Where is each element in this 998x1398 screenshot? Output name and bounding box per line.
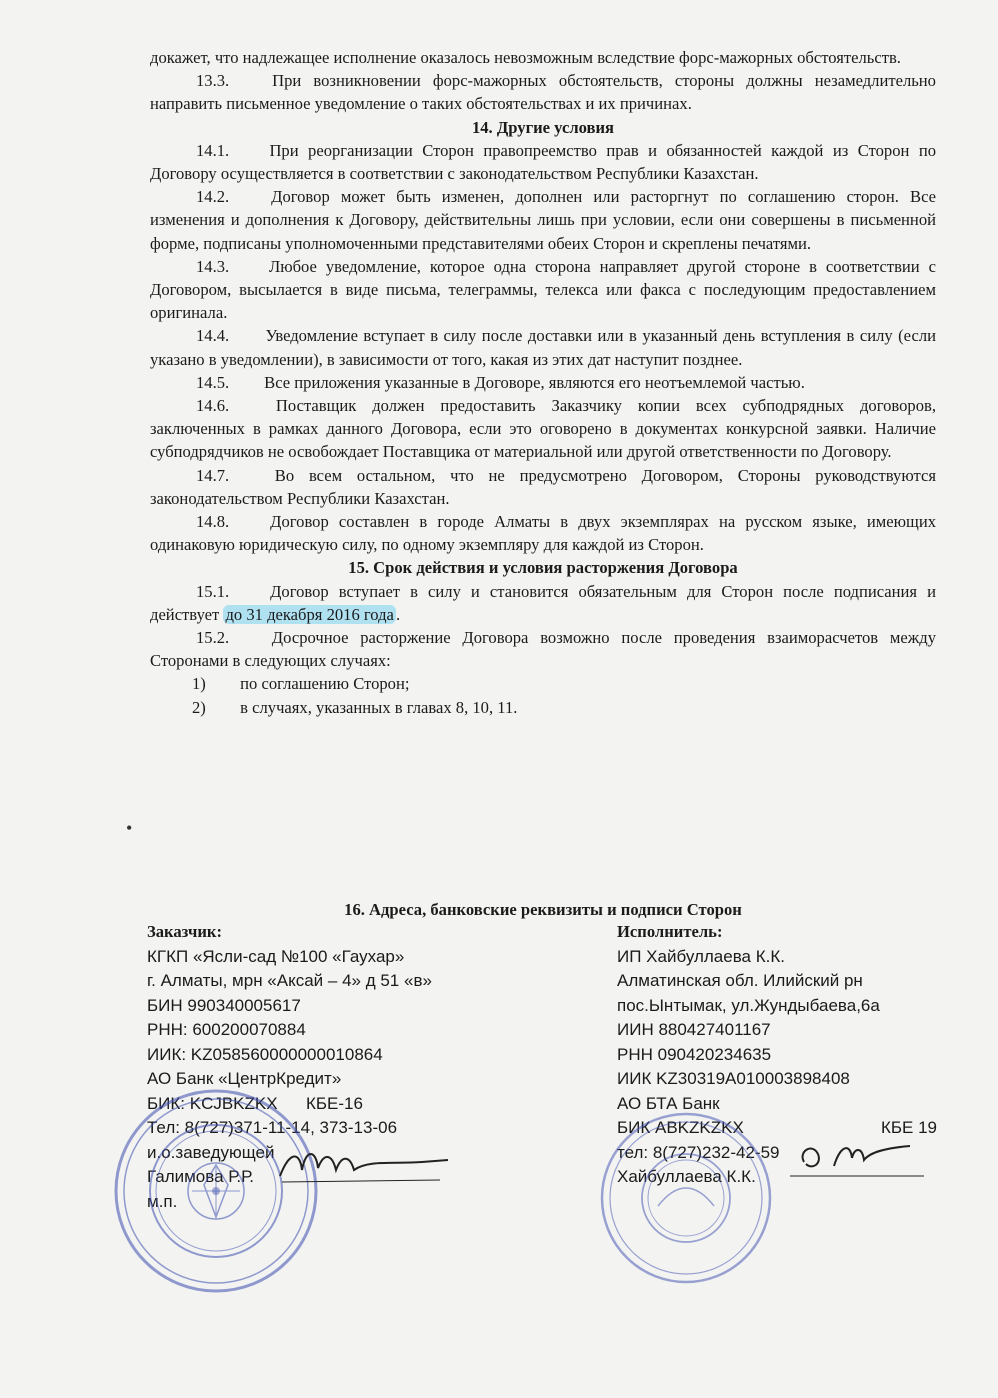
clause-14-3	[150, 255, 936, 325]
clause-number: 14.3.	[196, 256, 230, 276]
list-text: в случаях, указанных в главах 8, 10, 11.	[240, 697, 518, 717]
section-15-title: 15. Срок действия и условия расторжения Договора	[348, 558, 738, 578]
contractor-bank: АО БТА Банк	[617, 1093, 720, 1113]
clause-14-5	[150, 371, 936, 394]
section-14-title: 14. Другие условия	[471, 117, 615, 137]
clause-number: 14.6.	[196, 396, 230, 416]
clause-number: 14.5.	[196, 372, 230, 392]
clause-text: Все приложения указанные в Договоре, являются его неотъемлемой частью.	[264, 372, 805, 392]
clause-14-4	[150, 324, 936, 370]
clause-number: 14.1.	[196, 140, 230, 160]
contractor-region: Алматинская обл. Илийский рн	[617, 971, 863, 990]
clause-text: Любое уведомление, которое одна сторона направляет другой стороне в соответствии с Договором, высылается в виде письма, телеграммы, телекса или факса с последующим предоставлением оригинала.	[150, 256, 936, 323]
list-item	[150, 696, 936, 719]
list-text: по соглашению Сторон;	[240, 674, 410, 694]
contractor-iik: ИИК KZ30319A010003898408	[617, 1069, 850, 1088]
customer-details	[147, 920, 487, 1214]
clause-number: 14.8.	[196, 512, 230, 532]
clause-text: Поставщик должен предоставить Заказчику копии всех субподрядных договоров, заключенных в рамках данного Договора, если это оговорено в документах конкурсной заявки. Наличие субподрядчиков не освобождает Поставщика от материальной или другой ответственности по Договору.	[150, 396, 936, 462]
section-16-title: 16. Адреса, банковские реквизиты и подписи Сторон	[344, 900, 742, 919]
clause-14-2	[150, 185, 936, 255]
contractor-name: ИП Хайбуллаева К.К.	[617, 946, 785, 966]
clause-text-end: .	[395, 604, 401, 624]
customer-bin: БИН 990340005617	[147, 995, 301, 1015]
customer-address: г. Алматы, мрн «Аксай – 4» д 51 «в»	[147, 971, 432, 990]
customer-kbe: КБЕ-16	[305, 1093, 363, 1113]
contractor-details	[617, 920, 937, 1190]
clause-number: 14.7.	[196, 465, 230, 485]
clause-15-1	[150, 580, 936, 626]
clause-number: 13.3.	[196, 71, 230, 91]
clause-number: 15.2.	[196, 628, 230, 648]
contractor-bik: БИК ABKZKZKX	[617, 1118, 744, 1137]
clause-text: При реорганизации Сторон правопреемство прав и обязанностей каждой из Сторон по Договору осуществляется в соответствии с законодательством Республики Казахстан.	[150, 140, 936, 184]
scan-speck: •	[126, 818, 133, 838]
highlighted-date: до 31 декабря 2016 года	[225, 604, 394, 624]
contractor-iin: ИИН 880427401167	[617, 1020, 771, 1039]
clause-text: Уведомление вступает в силу после доставки или в указанный день вступления в силу (если указано в уведомлении), в зависимости от того, какая из этих дат наступит позднее.	[150, 326, 936, 369]
contract-body	[150, 46, 936, 719]
customer-iik: ИИК: KZ058560000000010864	[147, 1044, 383, 1064]
clause-14-1	[150, 139, 936, 185]
customer-tel: Тел: 8(727)371-11-14, 373-13-06	[147, 1118, 398, 1137]
clause-number: 14.4.	[196, 326, 230, 346]
clause-number: 14.2.	[196, 187, 230, 207]
contractor-bik-row	[617, 1116, 937, 1141]
list-item	[150, 672, 936, 695]
contractor-heading: Исполнитель:	[617, 922, 723, 941]
contractor-signer: Хайбуллаева К.К.	[617, 1167, 756, 1186]
customer-mp: м.п.	[147, 1191, 178, 1211]
clause-text: Договор может быть изменен, дополнен или расторгнут по соглашению сторон. Все изменения и дополнения к Договору, действительны лишь при условии, если они совершены в письменной форме, подписаны уполномоченными представителями обеих Сторон и скреплены печатями.	[150, 187, 937, 253]
clause-text: Во всем остальном, что не предусмотрено Договором, Стороны руководствуются законодательством Республики Казахстан.	[150, 465, 936, 508]
carryover-paragraph: докажет, что надлежащее исполнение оказалось невозможным вследствие форс-мажорных обстоятельств.	[150, 48, 901, 67]
customer-position: и.о.заведующей	[147, 1142, 275, 1162]
customer-heading: Заказчик:	[147, 922, 223, 941]
clause-text: Договор вступает в силу и становится обязательным для Сторон после подписания и действует	[150, 581, 936, 624]
clause-text: Досрочное расторжение Договора возможно после проведения взаиморасчетов между Сторонами в следующих случаях:	[150, 628, 936, 671]
contractor-address: пос.Ынтымак, ул.Жундыбаева,6а	[617, 995, 880, 1015]
customer-signer: Галимова Р.Р.	[147, 1167, 254, 1186]
list-number: 2)	[192, 697, 206, 717]
contractor-tel: тел: 8(727)232-42-59	[617, 1142, 780, 1162]
clause-14-8	[150, 510, 936, 556]
contractor-rnn: РНН 090420234635	[617, 1044, 772, 1064]
customer-bik: БИК: KCJBKZKX	[147, 1093, 278, 1113]
clause-text: При возникновении форс-мажорных обстоятельств, стороны должны незамедлительно направить письменное уведомление о таких обстоятельствах и их причинах.	[150, 71, 936, 114]
list-number: 1)	[192, 674, 206, 694]
clause-number: 15.1.	[196, 581, 230, 601]
contractor-kbe: КБЕ 19	[880, 1118, 937, 1137]
customer-name: КГКП «Ясли-сад №100 «Гаухар»	[147, 946, 405, 966]
clause-15-2	[150, 626, 936, 672]
clause-14-7	[150, 464, 936, 510]
clause-14-6	[150, 394, 936, 464]
clause-13-3	[150, 69, 936, 115]
clause-text: Договор составлен в городе Алматы в двух экземплярах на русском языке, имеющих одинаковую юридическую силу, по одному экземпляру для каждой из Сторон.	[150, 512, 936, 555]
customer-bank: АО Банк «ЦентрКредит»	[147, 1069, 342, 1088]
customer-bik-row	[147, 1092, 487, 1117]
customer-rnn: РНН: 600200070884	[147, 1020, 306, 1039]
